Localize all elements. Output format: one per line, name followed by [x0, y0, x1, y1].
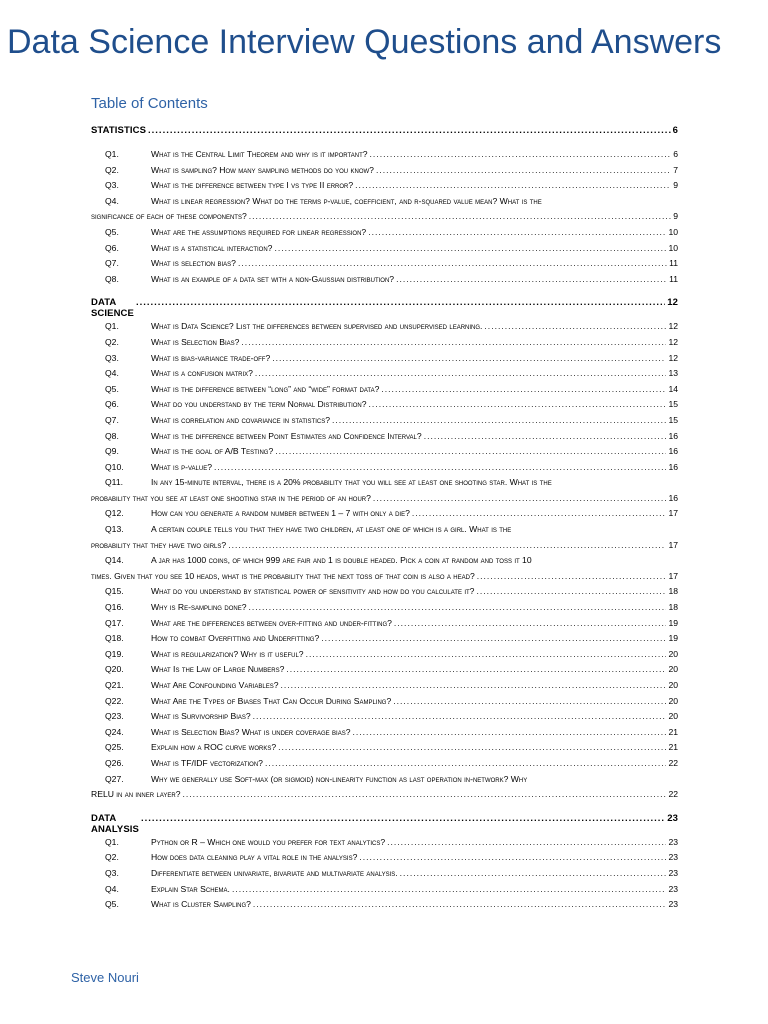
toc-entry[interactable]	[91, 165, 678, 181]
toc-entry[interactable]	[91, 680, 678, 696]
toc-entry-text: How to combat Overfitting and Underfitting?	[151, 633, 320, 644]
dot-leader	[484, 321, 666, 331]
toc-entry[interactable]	[91, 431, 678, 447]
dot-leader	[477, 571, 667, 581]
toc-entry-text: What is Selection Bias?	[151, 336, 240, 347]
toc-entry-text-continued: RELU in an inner layer?	[91, 789, 181, 800]
toc-section-page: 12	[667, 297, 678, 309]
toc-entry-text: What are the assumptions required for linear regression?	[151, 226, 367, 237]
toc-entry-page: 20	[668, 664, 678, 675]
toc-section-page: 23	[667, 812, 678, 824]
toc-entry-page: 17	[668, 570, 678, 581]
toc-entry-text: What is correlation and covariance in statistics?	[151, 414, 331, 425]
toc-entry-number: Q5.	[105, 226, 119, 237]
toc-entry-number: Q1.	[105, 321, 119, 332]
toc-entry-page: 13	[668, 368, 678, 379]
toc-entry[interactable]	[91, 742, 678, 758]
toc-entry-number: Q4.	[105, 368, 119, 379]
dot-leader	[355, 180, 671, 190]
toc-entry-page: 22	[668, 789, 678, 800]
toc-entry-number: Q7.	[105, 414, 119, 425]
toc-entry-text-continued: significance of each of these components?	[91, 211, 247, 222]
dot-leader	[359, 852, 666, 862]
toc-entry[interactable]	[91, 446, 678, 462]
toc-entry-text: Explain how a ROC curve works?	[151, 742, 277, 753]
toc-entry-text: What is regularization? Why is it useful?	[151, 648, 304, 659]
toc-entry-text: Python or R – Which one would you prefer for text analytics?	[151, 836, 386, 847]
toc-entry[interactable]	[91, 602, 678, 618]
toc-entry-number: Q26.	[105, 757, 124, 768]
toc-section-link[interactable]	[91, 125, 678, 143]
dot-leader	[272, 353, 666, 363]
toc-entry-number: Q21.	[105, 680, 124, 690]
toc-entry-text: What is the difference between “long” and “wide” format data?	[151, 383, 380, 394]
toc-entry-text: Differentiate between univariate, bivariate and multivariate analysis.	[151, 867, 398, 878]
toc-entry-page: 19	[668, 617, 678, 628]
toc-entry-page: 20	[668, 695, 678, 706]
toc-entry[interactable]	[91, 774, 678, 805]
toc-section	[91, 813, 678, 915]
dot-leader	[253, 899, 667, 909]
toc-entry[interactable]	[91, 633, 678, 649]
toc-entry[interactable]	[91, 353, 678, 369]
toc-entry-text: What is a statistical interaction?	[151, 242, 273, 253]
toc-entry-text: In any 15-minute interval, there is a 20% probability that you will see at least one shooting star. What is the	[151, 477, 552, 488]
toc-entry-number: Q11.	[105, 477, 123, 488]
toc-entry-page: 16	[668, 430, 678, 441]
toc-entry-number: Q5.	[105, 383, 119, 394]
toc-entry-number: Q15.	[105, 586, 124, 597]
toc-entry-page: 22	[668, 757, 678, 768]
dot-leader	[376, 165, 671, 175]
dot-leader	[400, 868, 667, 878]
toc-entry-page: 18	[668, 602, 678, 613]
toc-entry-page: 20	[668, 648, 678, 659]
toc-entry-page: 21	[668, 742, 678, 753]
toc-entry-number: Q9.	[105, 446, 119, 457]
toc-entry-text-continued: probability that you see at least one shooting star in the period of an hour?	[91, 492, 371, 503]
toc-entry-page: 6	[673, 149, 678, 159]
toc-entry[interactable]	[91, 711, 678, 727]
toc-entry-number: Q5.	[105, 899, 119, 910]
dot-leader	[394, 618, 667, 628]
toc-entry-text: How does data cleaning play a vital role in the analysis?	[151, 852, 358, 863]
toc-entry[interactable]	[91, 258, 678, 274]
dot-leader	[332, 415, 666, 425]
toc-entry-page: 19	[668, 633, 678, 644]
toc-entry-page: 14	[668, 383, 678, 394]
toc-entry-text: What is the Central Limit Theorem and why is it important?	[151, 149, 368, 159]
toc-entry-page: 10	[668, 226, 678, 237]
dot-leader	[275, 446, 666, 456]
toc-entry[interactable]	[91, 555, 678, 586]
toc-entry-text: What is TF/IDF vectorization?	[151, 757, 263, 768]
dot-leader	[393, 696, 666, 706]
section-gap	[91, 805, 678, 813]
toc-entry-number: Q12.	[105, 508, 124, 519]
toc-entry[interactable]	[91, 618, 678, 634]
toc-entry[interactable]	[91, 462, 678, 478]
toc-entry-page: 11	[669, 258, 678, 269]
toc-entry-number: Q10.	[105, 461, 124, 472]
toc-entry-text-continued: probability that they have two girls?	[91, 539, 227, 550]
toc-section-link[interactable]	[91, 812, 678, 835]
footer-author: Steve Nouri	[71, 970, 139, 985]
toc-entry-text: Explain Star Schema.	[151, 883, 230, 894]
dot-leader	[183, 789, 667, 799]
toc-entry-page: 16	[668, 492, 678, 503]
toc-entry-number: Q17.	[105, 617, 124, 628]
dot-leader	[238, 258, 667, 268]
toc-entry-page: 20	[668, 711, 678, 722]
toc-entry-text: What do you understand by statistical power of sensitivity and how do you calculate it?	[151, 586, 475, 597]
toc-entry[interactable]	[91, 384, 678, 400]
toc-entry-page: 23	[668, 852, 678, 863]
toc-entry-page: 12	[668, 352, 678, 363]
toc-entry[interactable]	[91, 415, 678, 431]
toc-entry-page: 23	[668, 867, 678, 878]
toc-section	[91, 125, 678, 289]
toc-entry[interactable]	[91, 524, 678, 555]
toc-entry-number: Q4.	[105, 195, 119, 206]
dot-leader	[274, 243, 666, 253]
dot-leader	[387, 837, 666, 847]
dot-leader	[412, 508, 667, 518]
dot-leader	[369, 399, 667, 409]
toc-entry[interactable]	[91, 368, 678, 384]
toc-entry[interactable]	[91, 477, 678, 508]
toc-entry-text: What is Cluster Sampling?	[151, 899, 251, 910]
toc-entry-text: Why is Re-sampling done?	[151, 602, 247, 613]
toc-entry-page: 9	[673, 180, 678, 191]
toc-entry[interactable]	[91, 321, 678, 337]
toc-entry-page: 23	[668, 836, 678, 847]
toc-entry-text: What is selection bias?	[151, 258, 236, 269]
toc-entry-text: What is linear regression? What do the terms p-value, coefficient, and r-squared value mean? What is the	[151, 195, 542, 206]
toc-entry[interactable]	[91, 149, 678, 165]
toc-entry-number: Q2.	[105, 164, 119, 175]
dot-leader	[241, 337, 666, 347]
dot-leader	[368, 227, 666, 237]
toc-entry-page: 7	[673, 164, 678, 175]
toc-entry-page: 21	[668, 726, 678, 737]
dot-leader	[232, 884, 667, 894]
toc-entry-number: Q8.	[105, 430, 119, 441]
toc-entry-text: What do you understand by the term Normal Distribution?	[151, 399, 367, 410]
toc-entry-number: Q6.	[105, 242, 119, 253]
toc-entry-number: Q3.	[105, 867, 119, 878]
toc-section-label: STATISTICS	[91, 125, 147, 136]
toc-entry-text: What is an example of a data set with a non-Gaussian distribution?	[151, 273, 395, 284]
dot-leader	[141, 813, 665, 824]
toc-entry[interactable]	[91, 337, 678, 353]
toc-entry-number: Q8.	[105, 273, 119, 284]
toc-section-link[interactable]	[91, 297, 678, 320]
dot-leader	[353, 727, 667, 737]
toc-entry-text: What is the difference between type I vs type II error?	[151, 180, 354, 191]
toc-entry-number: Q20.	[105, 664, 124, 675]
document-title: Data Science Interview Questions and Answers	[7, 23, 722, 61]
dot-leader	[265, 758, 666, 768]
toc-entry-page: 15	[668, 414, 678, 425]
dot-leader	[424, 431, 667, 441]
toc-entry-text: What is sampling? How many sampling methods do you know?	[151, 164, 374, 175]
toc-entry-page: 20	[668, 680, 678, 690]
toc-entry-page: 12	[668, 321, 678, 332]
toc-entry[interactable]	[91, 884, 678, 900]
toc-entry[interactable]	[91, 852, 678, 868]
dot-leader	[248, 602, 666, 612]
toc-entry-text-continued: times. Given that you see 10 heads, what is the probability that the next toss of that coin is also a head?	[91, 570, 475, 581]
toc-entry-text: What is a confusion matrix?	[151, 368, 253, 379]
toc-entry-text: What is the goal of A/B Testing?	[151, 446, 274, 457]
toc-entry-text: What Is the Law of Large Numbers?	[151, 664, 285, 675]
toc-entry-text: What are the differences between over-fitting and under-fitting?	[151, 617, 392, 628]
toc-entry-number: Q19.	[105, 648, 124, 659]
dot-leader	[476, 586, 666, 596]
toc-entry-page: 9	[673, 211, 678, 222]
toc-entry[interactable]	[91, 837, 678, 853]
toc-entry[interactable]	[91, 274, 678, 290]
dot-leader	[148, 125, 671, 136]
toc-entry-text: What is Selection Bias? What is under coverage bias?	[151, 726, 351, 737]
toc-entry-text: What is bias-variance trade-off?	[151, 352, 271, 363]
toc-entry-page: 23	[668, 883, 678, 894]
toc-entry[interactable]	[91, 243, 678, 259]
toc-entry-text: A certain couple tells you that they have two children, at least one of which is a girl. What is the	[151, 524, 512, 535]
toc-entry-number: Q25.	[105, 742, 124, 753]
toc-entry-number: Q1.	[105, 836, 119, 847]
toc-entry[interactable]	[91, 649, 678, 665]
toc-entry[interactable]	[91, 727, 678, 743]
toc-entry-number: Q13.	[105, 524, 124, 535]
toc-entry[interactable]	[91, 664, 678, 680]
toc-entry-number: Q22.	[105, 695, 124, 706]
toc-entry-text: How can you generate a random number between 1 – 7 with only a die?	[151, 508, 410, 519]
toc-entry[interactable]	[91, 508, 678, 524]
dot-leader	[255, 368, 667, 378]
dot-leader	[373, 493, 667, 503]
toc-entry-number: Q4.	[105, 883, 119, 894]
toc-entry-page: 10	[668, 242, 678, 253]
dot-leader	[306, 649, 667, 659]
toc-entry-number: Q24.	[105, 726, 124, 737]
toc-entry-number: Q3.	[105, 180, 119, 191]
table-of-contents	[91, 125, 678, 915]
section-gap	[91, 289, 678, 297]
dot-leader	[278, 742, 666, 752]
toc-entry[interactable]	[91, 586, 678, 602]
toc-entry-page: 17	[668, 539, 678, 550]
toc-entry-page: 15	[668, 399, 678, 410]
toc-entry[interactable]	[91, 868, 678, 884]
toc-entry-page: 12	[668, 336, 678, 347]
dot-leader	[253, 711, 667, 721]
dot-leader	[249, 211, 671, 221]
toc-entry-text: What is Data Science? List the differences between supervised and unsupervised learning.	[151, 321, 483, 332]
toc-entry[interactable]	[91, 758, 678, 774]
dot-leader	[228, 540, 666, 550]
dot-leader	[286, 664, 666, 674]
toc-heading: Table of Contents	[91, 95, 208, 112]
toc-entry-number: Q2.	[105, 336, 119, 347]
dot-leader	[381, 384, 666, 394]
toc-entry[interactable]	[91, 196, 678, 227]
toc-entry-text: What is the difference between Point Estimates and Confidence Interval?	[151, 430, 422, 441]
toc-entry[interactable]	[91, 899, 678, 915]
toc-section-label: DATA SCIENCE	[91, 297, 134, 320]
toc-entry-number: Q2.	[105, 852, 119, 863]
toc-entry[interactable]	[91, 696, 678, 712]
toc-entry-text: What Are Confounding Variables?	[151, 680, 279, 690]
dot-leader	[370, 149, 672, 159]
toc-entry-number: Q3.	[105, 352, 119, 363]
toc-entry-number: Q18.	[105, 633, 124, 644]
toc-entry-number: Q6.	[105, 399, 119, 410]
toc-entry-page: 18	[668, 586, 678, 597]
toc-entry-number: Q23.	[105, 711, 124, 722]
toc-entry-text: What is Survivorship Bias?	[151, 711, 251, 722]
dot-leader	[280, 680, 666, 690]
toc-entry-page: 17	[668, 508, 678, 519]
toc-entry-text: What Are the Types of Biases That Can Occur During Sampling?	[151, 695, 392, 706]
toc-entry-number: Q27.	[105, 773, 124, 784]
toc-entry-text: Why we generally use Soft-max (or sigmoid) non-linearity function as last operation in-network? Why	[151, 773, 528, 784]
toc-entry-page: 23	[668, 899, 678, 910]
dot-leader	[396, 274, 667, 284]
toc-entry-number: Q1.	[105, 149, 119, 159]
toc-section-page: 6	[672, 125, 678, 136]
toc-entry[interactable]	[91, 227, 678, 243]
toc-section-label: DATA ANALYSIS	[91, 812, 139, 835]
toc-entry-number: Q14.	[105, 555, 124, 566]
dot-leader	[214, 462, 666, 472]
toc-entry[interactable]	[91, 180, 678, 196]
toc-entry-page: 11	[669, 273, 678, 284]
dot-leader	[321, 633, 666, 643]
toc-entry-number: Q16.	[105, 602, 124, 613]
toc-entry[interactable]	[91, 399, 678, 415]
dot-leader	[136, 297, 665, 308]
toc-entry-text: What is p-value?	[151, 461, 212, 472]
toc-entry-page: 16	[668, 446, 678, 457]
toc-entry-text: A jar has 1000 coins, of which 999 are fair and 1 is double headed. Pick a coin at random and toss it 10	[151, 555, 532, 566]
toc-entry-page: 16	[668, 461, 678, 472]
toc-entry-number: Q7.	[105, 258, 119, 269]
toc-section	[91, 297, 678, 804]
